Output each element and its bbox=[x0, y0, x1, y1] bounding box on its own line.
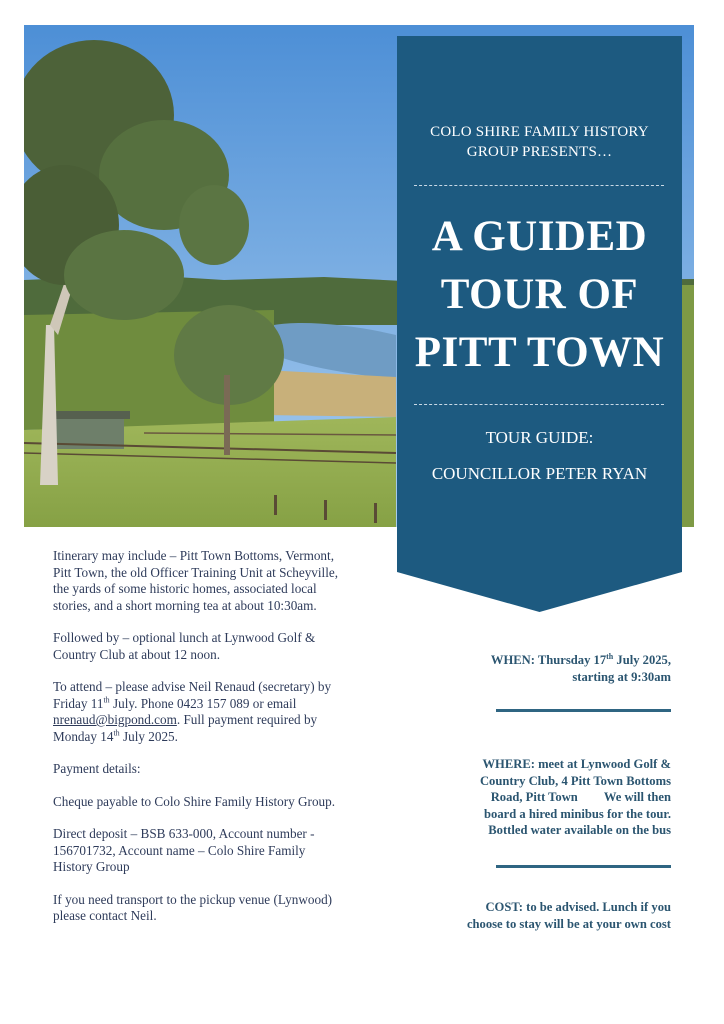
email-link[interactable]: nrenaud@bigpond.com bbox=[53, 712, 177, 727]
attend-part-4: July 2025. bbox=[119, 728, 178, 744]
where-line-3a: Road, Pitt Town bbox=[490, 790, 578, 804]
presents-heading bbox=[397, 122, 682, 162]
where-line-3b: We will then bbox=[603, 790, 671, 804]
presents-line-1: COLO SHIRE FAMILY HISTORY bbox=[430, 124, 649, 140]
where-line-4: board a hired minibus for the tour. bbox=[484, 806, 671, 821]
divider-bottom bbox=[414, 404, 664, 405]
cheque-text: Cheque payable to Colo Shire Family History Group. bbox=[53, 793, 336, 809]
when-section bbox=[440, 652, 671, 685]
attend-sup-1: th bbox=[103, 695, 110, 705]
rule-2 bbox=[496, 865, 671, 868]
payment-heading: Payment details: bbox=[53, 761, 141, 776]
title-banner bbox=[397, 36, 682, 612]
lunch-text: Followed by – optional lunch at Lynwood Golf & Country Club at about 12 noon. bbox=[53, 630, 316, 662]
where-line-5: Bottled water available on the bus bbox=[488, 823, 671, 837]
title-line-3: PITT TOWN bbox=[414, 329, 665, 376]
where-line-1: WHERE: meet at Lynwood Golf & bbox=[482, 757, 671, 771]
title-line-1: A GUIDED bbox=[431, 213, 648, 260]
attend-part-1: To attend – please advise Neil Renaud (secretary) by Friday 11 bbox=[53, 679, 332, 711]
divider-top bbox=[414, 185, 664, 186]
deposit-text: Direct deposit – BSB 633-000, Account number - 156701732, Account name – Colo Shire Family History Group bbox=[53, 826, 315, 874]
where-section bbox=[440, 756, 671, 839]
title-line-2: TOUR OF bbox=[440, 271, 639, 318]
when-line-1 bbox=[440, 652, 671, 669]
cost-line-1: COST: to be advised. Lunch if you bbox=[485, 900, 671, 914]
cost-line-2: choose to stay will be at your own cost bbox=[466, 916, 671, 931]
guide-name: COUNCILLOR PETER RYAN bbox=[431, 464, 648, 483]
when-part-2: July 2025, bbox=[613, 653, 671, 667]
when-line-2: starting at 9:30am bbox=[572, 669, 671, 684]
attend-part-3: . Full payment required by Monday 14 bbox=[53, 712, 318, 744]
attend-text bbox=[53, 679, 343, 745]
itinerary-text: Itinerary may include – Pitt Town Bottoms, Vermont, Pitt Town, the old Officer Training Unit at Scheyville, the yards of some historic homes, associated local stories, and a short morning tea at about 10:30am. bbox=[53, 548, 339, 613]
presents-line-2: GROUP PRESENTS… bbox=[466, 144, 613, 160]
rule-1 bbox=[496, 709, 671, 712]
attend-part-2: July. Phone 0423 157 089 or email bbox=[109, 695, 297, 711]
transport-text: If you need transport to the pickup venue (Lynwood) please contact Neil. bbox=[53, 891, 333, 923]
when-part-1: WHEN: Thursday 17 bbox=[490, 653, 607, 667]
where-line-3 bbox=[440, 789, 671, 806]
tour-title bbox=[397, 208, 682, 382]
cost-section bbox=[440, 899, 671, 932]
guide-label: TOUR GUIDE: bbox=[485, 428, 594, 447]
attend-sup-2: th bbox=[113, 728, 120, 738]
when-sup: th bbox=[606, 651, 614, 661]
where-line-2: Country Club, 4 Pitt Town Bottoms bbox=[479, 773, 671, 788]
details-column bbox=[53, 548, 343, 941]
